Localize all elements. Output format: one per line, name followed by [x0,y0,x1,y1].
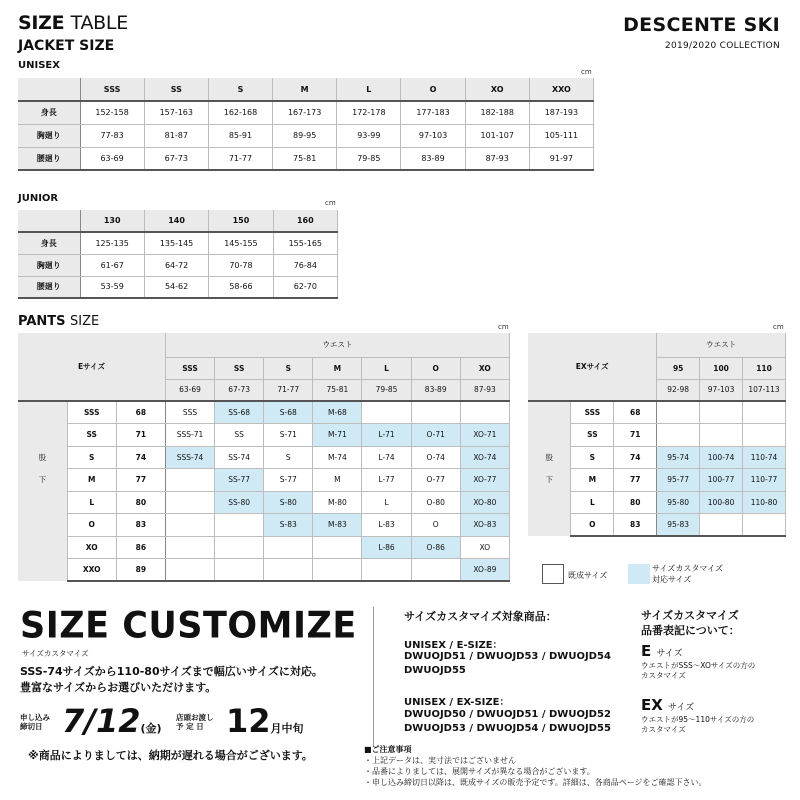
row-size: SSS [67,401,116,424]
table-cell: L-86 [362,536,411,559]
delivery-suffix: 月中旬 [270,722,304,735]
column-header: SS [215,357,264,379]
row-size: SS [571,424,614,447]
table-row [18,491,510,514]
table-cell: XO-83 [460,514,509,537]
notation-ex-mid: サイズ [667,703,695,713]
row-size: O [571,514,614,537]
inseam-side-cell: 股 [528,446,571,469]
column-header: M [273,78,337,101]
notation-ex-note [641,715,754,735]
jacket-size-heading: JACKET SIZE [18,38,115,54]
table-cell: 58-66 [209,276,273,298]
table-cell [165,536,214,559]
table-cell [411,401,460,424]
table-cell: 97-103 [401,124,465,147]
row-inseam: 74 [614,446,657,469]
pants-title-bold: PANTS [18,314,66,329]
notation-ex-big: EX [641,696,663,714]
ex-products-line-2: DWUOJD53 / DWUOJD54 / DWUOJD55 [404,723,611,734]
table-cell: 89-95 [273,124,337,147]
table-cell: SS-80 [215,491,264,514]
table-cell: 76-84 [273,254,337,276]
table-cell [165,559,214,582]
size-type-label: EXサイズ [528,333,657,401]
legend-existing-label: 既成サイズ [568,571,608,580]
column-header: 130 [80,210,144,232]
table-cell: 71-77 [208,147,272,170]
inseam-side-cell: 下 [528,469,571,492]
table-cell [264,536,313,559]
table-cell: XO-74 [460,446,509,469]
column-header: 160 [273,210,337,232]
row-inseam: 83 [116,514,165,537]
table-cell [362,559,411,582]
table-cell: S-77 [264,469,313,492]
table-cell: 110-74 [743,446,786,469]
table-cell: 54-62 [144,276,208,298]
row-size: S [67,446,116,469]
row-size: L [67,491,116,514]
row-label: 腰廻り [18,276,80,298]
table-cell [657,424,700,447]
inseam-side-cell [18,491,67,514]
ex-products-line-1: DWUOJD50 / DWUOJD51 / DWUOJD52 [404,709,611,720]
table-cell: O-71 [411,424,460,447]
inseam-side-cell: 股 [18,446,67,469]
column-header: 100 [700,357,743,379]
column-header: SSS [165,357,214,379]
table-cell: S-80 [264,491,313,514]
row-inseam: 80 [116,491,165,514]
junior-unit: cm [325,199,336,207]
table-cell: SS-77 [215,469,264,492]
waist-range: 107-113 [743,379,786,401]
deadline-date-group [62,702,162,740]
table-cell: 91-97 [529,147,593,170]
table-cell: 95-80 [657,491,700,514]
row-inseam: 68 [614,401,657,424]
size-title-bold: SIZE [18,12,65,34]
waist-range: 83-89 [411,379,460,401]
table-cell [460,401,509,424]
junior-heading: JUNIOR [18,193,59,204]
notation-title-1: サイズカスタマイズ [641,609,739,622]
table-cell: 157-163 [144,101,208,124]
table-row [528,401,786,424]
column-header: 95 [657,357,700,379]
table-cell [313,536,362,559]
pants-ex-size-table [528,333,786,537]
row-size: SSS [571,401,614,424]
table-row [528,469,786,492]
table-cell: O-74 [411,446,460,469]
table-cell [215,514,264,537]
table-cell [165,491,214,514]
deadline-date: 7/12 [62,702,141,740]
row-size: L [571,491,614,514]
delivery-month: 12 [226,702,271,740]
table-row [18,276,338,298]
table-cell: 145-155 [209,232,273,254]
notation-title-2: 品番表記について： [641,624,740,637]
table-cell: 53-59 [80,276,144,298]
legend-custom-label-2: 対応サイズ [652,575,692,584]
inseam-side-cell [18,514,67,537]
table-cell: 62-70 [273,276,337,298]
table-cell [700,401,743,424]
row-inseam: 83 [614,514,657,537]
column-header: XXO [529,78,593,101]
table-cell: 167-173 [273,101,337,124]
table-cell: S-71 [264,424,313,447]
row-inseam: 80 [614,491,657,514]
table-cell: 85-91 [208,124,272,147]
waist-range: 97-103 [700,379,743,401]
notation-ex-note-1: ウエストが95～110サイズの方の [641,715,755,724]
waist-range: 67-73 [215,379,264,401]
column-header: XO [465,78,529,101]
delivery-date-group [226,702,304,740]
table-cell: 100-77 [700,469,743,492]
table-row [528,446,786,469]
notation-e-note [641,661,755,681]
waist-range: 79-85 [362,379,411,401]
table-cell: XO-80 [460,491,509,514]
table-cell: 81-87 [144,124,208,147]
row-inseam: 89 [116,559,165,582]
table-cell: 155-165 [273,232,337,254]
column-header: XO [460,357,509,379]
size-customize-subtitle: サイズカスタマイズ [22,649,89,658]
delivery-label [176,713,214,731]
table-cell: O [411,514,460,537]
column-header: SS [144,78,208,101]
legend-existing-swatch [542,564,564,584]
table-row [528,491,786,514]
row-inseam: 77 [116,469,165,492]
table-cell: S-68 [264,401,313,424]
column-header: SSS [80,78,144,101]
table-cell: M-80 [313,491,362,514]
inseam-side-cell: 下 [18,469,67,492]
table-cell: M [313,469,362,492]
row-label: 腰廻り [18,147,80,170]
table-cell: 105-111 [529,124,593,147]
table-cell [657,401,700,424]
table-row [18,401,510,424]
table-cell: 61-67 [80,254,144,276]
table-row [528,514,786,537]
size-table-title [18,12,128,34]
notation-e [641,641,683,660]
deadline-label [20,713,50,731]
divider [373,607,374,747]
table-cell: 187-193 [529,101,593,124]
inseam-side-cell [18,559,67,582]
products-title: サイズカスタマイズ対象商品： [404,610,557,623]
table-row [18,559,510,582]
table-cell: 135-145 [144,232,208,254]
unisex-size-table [18,78,594,171]
table-row [18,124,594,147]
waist-range: 71-77 [264,379,313,401]
row-label: 胸廻り [18,254,80,276]
table-cell: 162-168 [208,101,272,124]
waist-range: 87-93 [460,379,509,401]
table-cell: L-74 [362,446,411,469]
notation-ex [641,695,694,714]
column-header: 110 [743,357,786,379]
table-cell: 75-81 [273,147,337,170]
table-cell [215,536,264,559]
table-cell: 182-188 [465,101,529,124]
e-size-products [404,650,611,678]
table-cell: 79-85 [337,147,401,170]
pants-ex-unit: cm [773,323,784,331]
row-label: 胸廻り [18,124,80,147]
cautions-heading: ■ご注意事項 [364,745,412,754]
size-customize-description [20,664,323,696]
description-line-2: 豊富なサイズからお選びいただけます。 [20,681,217,694]
inseam-side-cell [528,424,571,447]
table-cell: 95-77 [657,469,700,492]
table-cell [411,559,460,582]
pants-size-heading [18,314,99,329]
row-inseam: 77 [614,469,657,492]
table-cell [362,401,411,424]
waist-range: 92-98 [657,379,700,401]
table-cell: SS-74 [215,446,264,469]
table-row [18,536,510,559]
table-row [18,514,510,537]
column-header: S [208,78,272,101]
table-cell: 100-74 [700,446,743,469]
notation-e-big: E [641,642,652,660]
row-size: M [67,469,116,492]
legend-custom-swatch [628,564,650,584]
table-cell: 177-183 [401,101,465,124]
table-row [18,254,338,276]
waist-range: 63-69 [165,379,214,401]
table-cell: 125-135 [80,232,144,254]
caution-item: ・品番によりましては、展開サイズが異なる場合がございます。 [364,767,595,776]
waist-header: ウエスト [165,333,509,357]
table-cell [165,469,214,492]
table-cell: M-68 [313,401,362,424]
table-cell: 70-78 [209,254,273,276]
column-header: L [362,357,411,379]
table-cell: L-71 [362,424,411,447]
row-size: S [571,446,614,469]
e-size-heading: UNISEX / E-SIZE： [404,640,503,651]
inseam-side-cell [18,401,67,424]
table-cell: 152-158 [80,101,144,124]
table-cell: M-71 [313,424,362,447]
row-size: M [571,469,614,492]
row-size: O [67,514,116,537]
unisex-heading: UNISEX [18,60,60,71]
row-inseam: 74 [116,446,165,469]
inseam-side-cell [18,536,67,559]
table-cell: M-83 [313,514,362,537]
caution-item: ・上記データは、実寸法ではございません [364,756,516,765]
row-label: 身長 [18,232,80,254]
table-row [18,424,510,447]
table-cell: 63-69 [80,147,144,170]
description-line-1: SSS-74サイズから110-80サイズまで幅広いサイズに対応。 [20,665,323,678]
table-cell: 100-80 [700,491,743,514]
size-type-label: Eサイズ [18,333,165,401]
table-cell: 67-73 [144,147,208,170]
table-cell: 93-99 [337,124,401,147]
table-cell: SSS [165,401,214,424]
waist-header: ウエスト [657,333,786,357]
table-cell [215,559,264,582]
table-cell [743,401,786,424]
table-cell: L [362,491,411,514]
table-cell [313,559,362,582]
table-row [18,232,338,254]
notation-e-note-2: カスタマイズ [641,671,686,680]
deadline-label-2: 締切日 [20,722,43,731]
table-cell: XO-77 [460,469,509,492]
junior-size-table [18,210,338,299]
inseam-side-cell [528,401,571,424]
column-header: S [264,357,313,379]
e-products-line-2: DWUOJD55 [404,665,466,676]
column-header: 140 [144,210,208,232]
table-cell: SSS-71 [165,424,214,447]
delivery-notice: ※商品によりましては、納期が遅れる場合がございます。 [28,749,313,762]
table-cell: SSS-74 [165,446,214,469]
corner-cell [18,78,80,101]
table-cell: S-83 [264,514,313,537]
table-cell: 110-80 [743,491,786,514]
table-cell: XO-89 [460,559,509,582]
pants-unit: cm [498,323,509,331]
row-inseam: 86 [116,536,165,559]
table-cell: O-77 [411,469,460,492]
ex-size-heading: UNISEX / EX-SIZE： [404,697,510,708]
table-cell: SS-68 [215,401,264,424]
size-title-light: TABLE [70,12,128,34]
table-cell: XO [460,536,509,559]
table-cell: O-86 [411,536,460,559]
row-inseam: 71 [116,424,165,447]
table-cell: 77-83 [80,124,144,147]
column-header: 150 [209,210,273,232]
table-row [18,147,594,170]
row-inseam: 68 [116,401,165,424]
table-cell: SS [215,424,264,447]
table-row [18,469,510,492]
legend-custom-label-1: サイズカスタマイズ [652,564,724,573]
deadline-label-1: 申し込み [20,713,50,722]
row-label: 身長 [18,101,80,124]
table-cell [743,514,786,537]
table-cell: 87-93 [465,147,529,170]
column-header: O [411,357,460,379]
column-header: O [401,78,465,101]
table-cell: 64-72 [144,254,208,276]
table-cell [700,514,743,537]
ex-size-products [404,708,611,736]
inseam-side-cell [18,424,67,447]
table-cell: 172-178 [337,101,401,124]
table-cell [700,424,743,447]
pants-e-size-table [18,333,510,582]
table-cell [165,514,214,537]
table-row [18,446,510,469]
table-cell: L-83 [362,514,411,537]
inseam-side-cell [528,491,571,514]
table-cell: L-77 [362,469,411,492]
deadline-day: (金) [140,722,162,735]
table-cell: 95-83 [657,514,700,537]
unisex-unit: cm [581,68,592,76]
table-cell: 110-77 [743,469,786,492]
caution-item: ・申し込み締切日以降は、既成サイズの販売予定です。詳細は、各商品ページをご確認下さい。 [364,778,707,787]
table-cell: S [264,446,313,469]
table-cell: 95-74 [657,446,700,469]
brand-name: DESCENTE SKI [623,14,780,36]
table-row [528,424,786,447]
table-row [18,101,594,124]
size-customize-title: SIZE CUSTOMIZE [20,605,357,647]
notation-e-note-1: ウエストがSSS～XOサイズの方の [641,661,756,670]
inseam-side-cell [528,514,571,537]
table-cell [264,559,313,582]
table-cell [743,424,786,447]
table-cell: XO-71 [460,424,509,447]
row-size: SS [67,424,116,447]
collection-label: 2019/2020 COLLECTION [664,41,780,51]
table-cell: M-74 [313,446,362,469]
row-inseam: 71 [614,424,657,447]
column-header: L [337,78,401,101]
delivery-label-1: 店頭お渡し [176,713,214,722]
column-header: M [313,357,362,379]
corner-cell [18,210,80,232]
notation-ex-note-2: カスタマイズ [641,725,686,734]
e-products-line-1: DWUOJD51 / DWUOJD53 / DWUOJD54 [404,651,611,662]
waist-range: 75-81 [313,379,362,401]
notation-e-mid: サイズ [656,649,683,659]
delivery-label-2: 予 定 日 [176,722,204,731]
row-size: XO [67,536,116,559]
table-cell: 101-107 [465,124,529,147]
pants-title-light: SIZE [70,314,100,329]
notation-title [641,608,740,638]
table-cell: 83-89 [401,147,465,170]
table-cell: O-80 [411,491,460,514]
row-size: XXO [67,559,116,582]
